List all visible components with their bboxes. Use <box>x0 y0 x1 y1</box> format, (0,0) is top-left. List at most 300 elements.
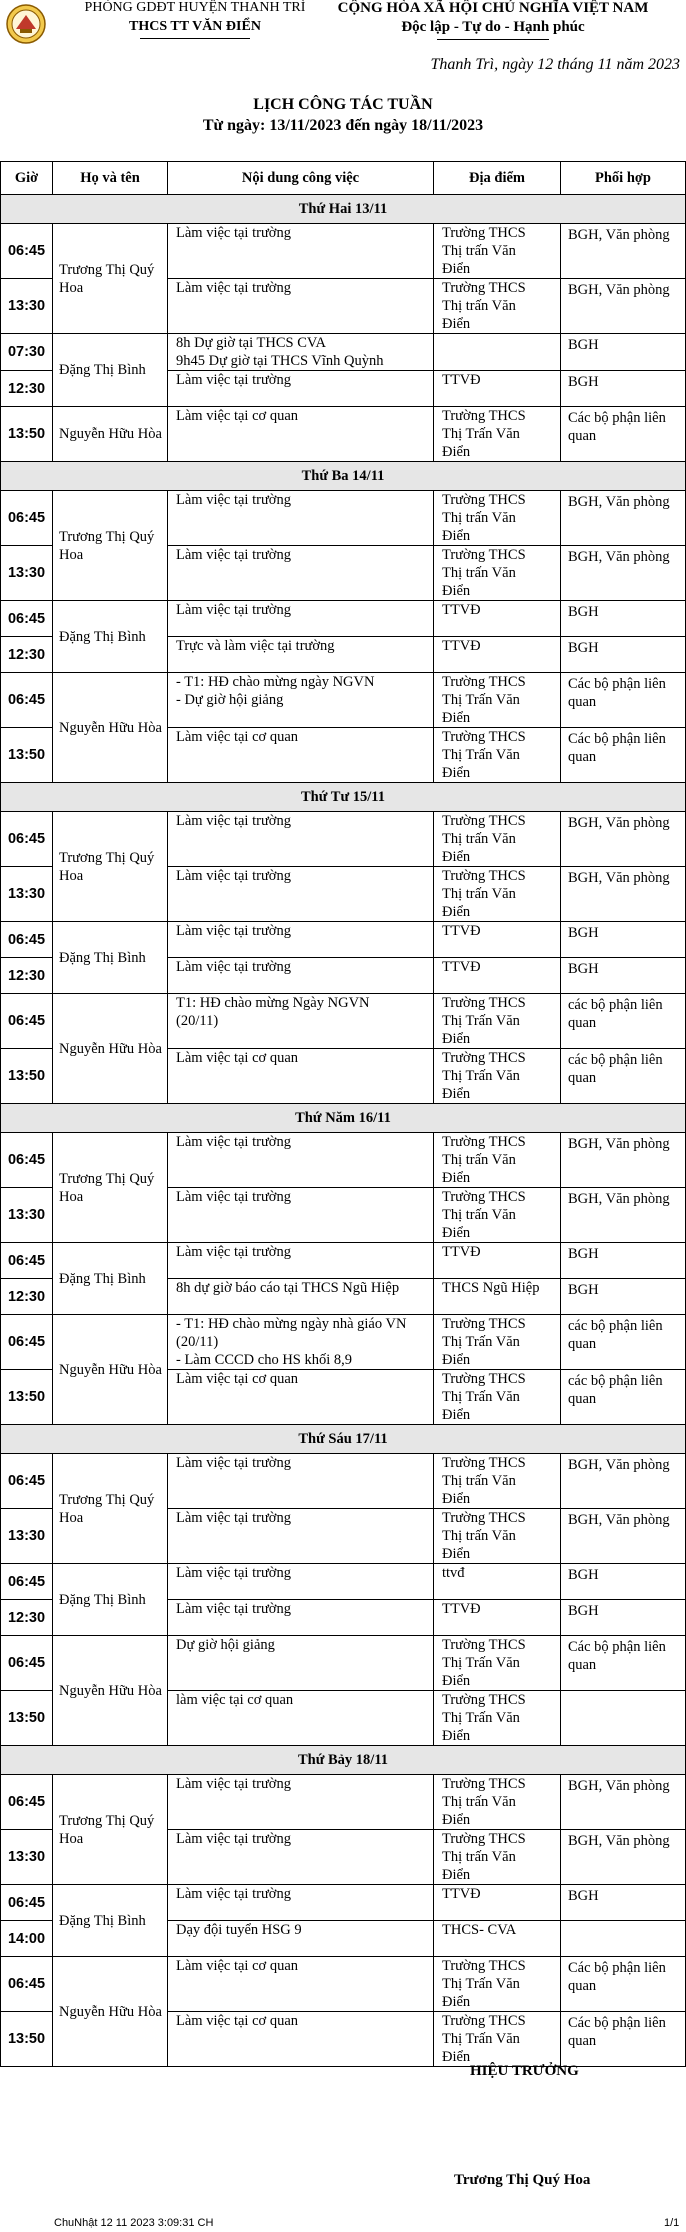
task-content <box>168 407 434 462</box>
table-header-row <box>1 162 686 195</box>
schedule-row <box>1 812 686 867</box>
content-line: Làm việc tại trường <box>176 868 291 884</box>
place-line: Điển <box>442 261 471 277</box>
place-line: THCS- CVA <box>442 1922 517 1938</box>
task-partner <box>561 546 686 601</box>
day-header-row <box>1 195 686 224</box>
day-header-row <box>1 783 686 812</box>
task-place <box>434 637 561 673</box>
place-line: Điển <box>442 904 471 920</box>
task-place <box>434 601 561 637</box>
place-line: Điển <box>442 1673 471 1689</box>
time-cell: 06:45 <box>1 922 53 958</box>
place-line: Thị trấn Văn <box>442 831 516 847</box>
task-place <box>434 2012 561 2067</box>
place-line: Trường THCS <box>442 674 526 690</box>
task-partner <box>561 637 686 673</box>
place-line: Điển <box>442 1546 471 1562</box>
task-content <box>168 922 434 958</box>
task-partner <box>561 1454 686 1509</box>
task-content <box>168 279 434 334</box>
place-line: Thị trấn Văn <box>442 243 516 259</box>
place-line: THCS Ngũ Hiệp <box>442 1280 540 1296</box>
schedule-body <box>1 195 686 2067</box>
task-content <box>168 371 434 407</box>
task-content <box>168 1957 434 2012</box>
place-line: Điển <box>442 765 471 781</box>
task-place <box>434 1315 561 1370</box>
task-place <box>434 867 561 922</box>
person-name: Đặng Thị Bình <box>53 1885 168 1957</box>
task-place <box>434 334 561 371</box>
day-header-row <box>1 1746 686 1775</box>
school-emblem-icon <box>6 4 46 44</box>
content-line: 9h45 Dự giờ tại THCS Vĩnh Quỳnh <box>176 353 384 369</box>
day-header-row <box>1 462 686 491</box>
content-line: Làm việc tại trường <box>176 1886 291 1902</box>
task-partner <box>561 224 686 279</box>
task-place <box>434 1243 561 1279</box>
content-line: Làm việc tại trường <box>176 547 291 563</box>
time-cell: 13:50 <box>1 728 53 783</box>
content-line: Làm việc tại trường <box>176 1565 291 1581</box>
partner-line: BGH, Văn phòng <box>568 815 670 831</box>
motto-underline <box>437 39 549 40</box>
task-content <box>168 334 434 371</box>
place-line: Thị trấn Văn <box>442 565 516 581</box>
task-content <box>168 1370 434 1425</box>
task-content <box>168 1636 434 1691</box>
place-line: Thị trấn Văn <box>442 298 516 314</box>
place-line: Điển <box>442 1170 471 1186</box>
place-line: Trường THCS <box>442 1510 526 1526</box>
person-name: Trương Thị Quý Hoa <box>53 491 168 601</box>
day-header-row <box>1 1104 686 1133</box>
place-line: Điển <box>442 1812 471 1828</box>
time-cell: 06:45 <box>1 1636 53 1691</box>
task-place <box>434 1509 561 1564</box>
task-place <box>434 1370 561 1425</box>
content-line: 8h dự giờ báo cáo tại THCS Ngũ Hiệp <box>176 1280 400 1296</box>
place-line: Trường THCS <box>442 1831 526 1847</box>
task-place <box>434 1885 561 1921</box>
task-partner <box>561 1315 686 1370</box>
task-content <box>168 1315 434 1370</box>
task-content <box>168 812 434 867</box>
national-title: CỘNG HÒA XÃ HỘI CHỦ NGHĨA VIỆT NAM <box>337 0 649 16</box>
partner-line: Các bộ phận liên <box>568 2015 666 2031</box>
task-place <box>434 1830 561 1885</box>
content-line: (20/11) <box>176 1013 219 1029</box>
time-cell: 13:30 <box>1 867 53 922</box>
content-line: Làm việc tại trường <box>176 959 291 975</box>
time-cell: 12:30 <box>1 1600 53 1636</box>
partner-line: BGH <box>568 374 599 390</box>
content-line: Làm việc tại cơ quan <box>176 1050 299 1066</box>
time-cell: 06:45 <box>1 1454 53 1509</box>
time-cell: 12:30 <box>1 1279 53 1315</box>
place-line: Điển <box>442 316 471 332</box>
place-line: Điển <box>442 1728 471 1744</box>
person-name: Nguyễn Hữu Hòa <box>53 673 168 783</box>
task-partner <box>561 812 686 867</box>
partner-line: quan <box>568 694 597 710</box>
task-partner <box>561 922 686 958</box>
document-header <box>0 0 686 160</box>
schedule-row <box>1 1454 686 1509</box>
day-label: Thứ Hai 13/11 <box>1 195 686 224</box>
time-cell: 13:30 <box>1 1509 53 1564</box>
task-partner <box>561 1133 686 1188</box>
time-cell: 13:50 <box>1 1691 53 1746</box>
task-partner <box>561 867 686 922</box>
task-place <box>434 1957 561 2012</box>
schedule-row <box>1 1315 686 1370</box>
org-department: PHÒNG GDĐT HUYỆN THANH TRÌ <box>84 0 306 15</box>
place-line: Trường THCS <box>442 492 526 508</box>
content-line: - Dự giờ hội giảng <box>176 692 284 708</box>
partner-line: quan <box>568 1070 597 1086</box>
content-line: Làm việc tại trường <box>176 923 291 939</box>
partner-line: BGH <box>568 604 599 620</box>
day-label: Thứ Tư 15/11 <box>1 783 686 812</box>
place-line: Thị trấn Văn <box>442 1207 516 1223</box>
task-place <box>434 812 561 867</box>
place-line: Thị Trấn Văn <box>442 1655 520 1671</box>
person-name: Trương Thị Quý Hoa <box>53 1454 168 1564</box>
content-line: Làm việc tại trường <box>176 602 291 618</box>
place-line: Thị Trấn Văn <box>442 2031 520 2047</box>
partner-line: BGH, Văn phòng <box>568 1778 670 1794</box>
day-header-row <box>1 1425 686 1454</box>
task-partner <box>561 1370 686 1425</box>
page-number: 1/1 <box>664 2217 680 2229</box>
task-content <box>168 491 434 546</box>
partner-line: BGH <box>568 1246 599 1262</box>
task-content <box>168 1885 434 1921</box>
task-partner <box>561 1921 686 1957</box>
task-place <box>434 1636 561 1691</box>
place-line: Trường THCS <box>442 547 526 563</box>
time-cell: 06:45 <box>1 1564 53 1600</box>
time-cell: 06:45 <box>1 491 53 546</box>
task-partner <box>561 1188 686 1243</box>
person-name: Trương Thị Quý Hoa <box>53 1775 168 1885</box>
schedule-row <box>1 1636 686 1691</box>
signature-title: HIỆU TRƯỞNG <box>470 2063 579 2079</box>
place-line: Thị Trấn Văn <box>442 1013 520 1029</box>
place-line: Trường THCS <box>442 995 526 1011</box>
content-line: Làm việc tại cơ quan <box>176 1371 299 1387</box>
place-line: TTVĐ <box>442 638 481 654</box>
partner-line: BGH, Văn phòng <box>568 549 670 565</box>
place-line: Thị trấn Văn <box>442 1528 516 1544</box>
task-content <box>168 867 434 922</box>
task-content <box>168 1049 434 1104</box>
place-line: Trường THCS <box>442 729 526 745</box>
content-line: - Làm CCCD cho HS khối 8,9 <box>176 1352 353 1368</box>
time-cell: 06:45 <box>1 1957 53 2012</box>
person-name: Nguyễn Hữu Hòa <box>53 1957 168 2067</box>
time-cell: 06:45 <box>1 1885 53 1921</box>
content-line: Trực và làm việc tại trường <box>176 638 335 654</box>
partner-line: BGH, Văn phòng <box>568 282 670 298</box>
task-partner <box>561 491 686 546</box>
task-content <box>168 1243 434 1279</box>
task-content <box>168 1188 434 1243</box>
person-name: Đặng Thị Bình <box>53 334 168 407</box>
task-content <box>168 1600 434 1636</box>
place-line: Thị trấn Văn <box>442 1794 516 1810</box>
person-name: Nguyễn Hữu Hòa <box>53 994 168 1104</box>
task-place <box>434 1049 561 1104</box>
org-school: THCS TT VĂN ĐIỂN <box>129 19 261 34</box>
task-content <box>168 1454 434 1509</box>
partner-line: BGH, Văn phòng <box>568 1833 670 1849</box>
task-place <box>434 1600 561 1636</box>
schedule-row <box>1 1133 686 1188</box>
task-content <box>168 958 434 994</box>
time-cell: 13:50 <box>1 1370 53 1425</box>
schedule-row <box>1 334 686 371</box>
place-line: Thị Trấn Văn <box>442 1334 520 1350</box>
content-line: - T1: HĐ chào mừng ngày NGVN <box>176 674 375 690</box>
place-line: Trường THCS <box>442 1316 526 1332</box>
schedule-row <box>1 673 686 728</box>
task-place <box>434 728 561 783</box>
time-cell: 06:45 <box>1 812 53 867</box>
schedule-row <box>1 224 686 279</box>
task-partner <box>561 1691 686 1746</box>
place-line: TTVĐ <box>442 1601 481 1617</box>
col-header-content: Nội dung công việc <box>168 162 434 195</box>
content-line: Làm việc tại trường <box>176 1831 291 1847</box>
task-content <box>168 2012 434 2067</box>
document-title: LỊCH CÔNG TÁC TUẦN <box>253 96 433 113</box>
task-place <box>434 994 561 1049</box>
time-cell: 13:30 <box>1 1830 53 1885</box>
content-line: Làm việc tại trường <box>176 1510 291 1526</box>
day-label: Thứ Năm 16/11 <box>1 1104 686 1133</box>
schedule-row <box>1 1957 686 2012</box>
partner-line: BGH, Văn phòng <box>568 1512 670 1528</box>
place-line: Điển <box>442 1491 471 1507</box>
place-line: ttvđ <box>442 1565 465 1581</box>
schedule-row <box>1 1885 686 1921</box>
partner-line: quan <box>568 1657 597 1673</box>
content-line: Làm việc tại cơ quan <box>176 1958 299 1974</box>
content-line: - T1: HĐ chào mừng ngày nhà giáo VN <box>176 1316 407 1332</box>
task-content <box>168 1564 434 1600</box>
task-partner <box>561 601 686 637</box>
place-line: TTVĐ <box>442 602 481 618</box>
place-line: Điển <box>442 583 471 599</box>
partner-line: BGH <box>568 640 599 656</box>
partner-line: quan <box>568 1978 597 1994</box>
person-name: Trương Thị Quý Hoa <box>53 1133 168 1243</box>
place-line: Thị Trấn Văn <box>442 747 520 763</box>
task-place <box>434 673 561 728</box>
time-cell: 13:50 <box>1 2012 53 2067</box>
time-cell: 14:00 <box>1 1921 53 1957</box>
place-line: Thị trấn Văn <box>442 1473 516 1489</box>
task-place <box>434 1921 561 1957</box>
person-name: Đặng Thị Bình <box>53 922 168 994</box>
task-partner <box>561 1243 686 1279</box>
person-name: Đặng Thị Bình <box>53 601 168 673</box>
task-place <box>434 1775 561 1830</box>
place-line: Điển <box>442 1031 471 1047</box>
place-line: Điển <box>442 1407 471 1423</box>
task-partner <box>561 1564 686 1600</box>
place-line: Điển <box>442 1086 471 1102</box>
place-line: Thị Trấn Văn <box>442 692 520 708</box>
schedule-row <box>1 922 686 958</box>
partner-line: các bộ phận liên <box>568 1373 663 1389</box>
task-partner <box>561 371 686 407</box>
task-partner <box>561 958 686 994</box>
time-cell: 12:30 <box>1 958 53 994</box>
content-line: Làm việc tại trường <box>176 1601 291 1617</box>
place-line: Thị Trấn Văn <box>442 1068 520 1084</box>
task-content <box>168 673 434 728</box>
place-line: Trường THCS <box>442 868 526 884</box>
time-cell: 06:45 <box>1 673 53 728</box>
content-line: làm việc tại cơ quan <box>176 1692 294 1708</box>
task-partner <box>561 1600 686 1636</box>
task-place <box>434 1691 561 1746</box>
time-cell: 06:45 <box>1 1243 53 1279</box>
place-line: Trường THCS <box>442 1958 526 1974</box>
place-line: Thị trấn Văn <box>442 1849 516 1865</box>
schedule-row <box>1 491 686 546</box>
task-content <box>168 1133 434 1188</box>
place-line: TTVĐ <box>442 1244 481 1260</box>
content-line: Làm việc tại trường <box>176 813 291 829</box>
place-line: Điển <box>442 710 471 726</box>
person-name: Trương Thị Quý Hoa <box>53 224 168 334</box>
content-line: Làm việc tại trường <box>176 492 291 508</box>
partner-line: BGH, Văn phòng <box>568 870 670 886</box>
person-name: Nguyễn Hữu Hòa <box>53 1636 168 1746</box>
person-name: Nguyễn Hữu Hòa <box>53 1315 168 1425</box>
schedule-row <box>1 601 686 637</box>
task-place <box>434 1133 561 1188</box>
place-line: Trường THCS <box>442 1050 526 1066</box>
task-place <box>434 922 561 958</box>
place-line: Trường THCS <box>442 2013 526 2029</box>
partner-line: BGH <box>568 925 599 941</box>
task-place <box>434 1279 561 1315</box>
schedule-row <box>1 994 686 1049</box>
place-line: Trường THCS <box>442 1637 526 1653</box>
task-partner <box>561 1830 686 1885</box>
time-cell: 06:45 <box>1 224 53 279</box>
time-cell: 06:45 <box>1 1133 53 1188</box>
partner-line: quan <box>568 428 597 444</box>
time-cell: 13:50 <box>1 1049 53 1104</box>
task-content <box>168 1921 434 1957</box>
content-line: Làm việc tại trường <box>176 280 291 296</box>
org-underline <box>140 38 250 39</box>
schedule-row <box>1 407 686 462</box>
place-line: Điển <box>442 1994 471 2010</box>
task-content <box>168 1691 434 1746</box>
place-line: Trường THCS <box>442 280 526 296</box>
partner-line: Các bộ phận liên <box>568 410 666 426</box>
place-line: Điển <box>442 1225 471 1241</box>
place-line: Điển <box>442 528 471 544</box>
print-timestamp: ChuNhật 12 11 2023 3:09:31 CH <box>54 2217 214 2229</box>
content-line: Làm việc tại trường <box>176 372 291 388</box>
task-partner <box>561 1049 686 1104</box>
content-line: Làm việc tại trường <box>176 1134 291 1150</box>
content-line: Làm việc tại cơ quan <box>176 408 299 424</box>
time-cell: 12:30 <box>1 637 53 673</box>
place-line: Thị Trấn Văn <box>442 426 520 442</box>
col-header-name: Họ và tên <box>53 162 168 195</box>
task-content <box>168 1830 434 1885</box>
place-line: Điển <box>442 1867 471 1883</box>
partner-line: BGH <box>568 1888 599 1904</box>
col-header-time: Giờ <box>1 162 53 195</box>
task-partner <box>561 1885 686 1921</box>
task-partner <box>561 673 686 728</box>
content-line: T1: HĐ chào mừng Ngày NGVN <box>176 995 370 1011</box>
partner-line: BGH, Văn phòng <box>568 227 670 243</box>
time-cell: 06:45 <box>1 1775 53 1830</box>
place-date: Thanh Trì, ngày 12 tháng 11 năm 2023 <box>430 56 680 73</box>
place-line: Thị trấn Văn <box>442 1152 516 1168</box>
task-content <box>168 637 434 673</box>
schedule-table <box>0 161 686 2067</box>
task-partner <box>561 1509 686 1564</box>
place-line: Thị trấn Văn <box>442 886 516 902</box>
time-cell: 12:30 <box>1 371 53 407</box>
schedule-row <box>1 1243 686 1279</box>
content-line: Dự giờ hội giảng <box>176 1637 275 1653</box>
task-partner <box>561 334 686 371</box>
person-name: Nguyễn Hữu Hòa <box>53 407 168 462</box>
partner-line: các bộ phận liên <box>568 1052 663 1068</box>
place-line: Thị Trấn Văn <box>442 1976 520 1992</box>
person-name: Đặng Thị Bình <box>53 1243 168 1315</box>
person-name: Đặng Thị Bình <box>53 1564 168 1636</box>
task-partner <box>561 994 686 1049</box>
day-label: Thứ Bảy 18/11 <box>1 1746 686 1775</box>
task-content <box>168 601 434 637</box>
task-content <box>168 546 434 601</box>
partner-line: các bộ phận liên <box>568 997 663 1013</box>
place-line: Trường THCS <box>442 408 526 424</box>
time-cell: 06:45 <box>1 1315 53 1370</box>
partner-line: Các bộ phận liên <box>568 1960 666 1976</box>
task-place <box>434 958 561 994</box>
partner-line: Các bộ phận liên <box>568 1639 666 1655</box>
task-content <box>168 1279 434 1315</box>
schedule-row <box>1 1775 686 1830</box>
place-line: TTVĐ <box>442 372 481 388</box>
content-line: Làm việc tại trường <box>176 225 291 241</box>
time-cell: 06:45 <box>1 601 53 637</box>
task-place <box>434 546 561 601</box>
person-name: Trương Thị Quý Hoa <box>53 812 168 922</box>
content-line: 8h Dự giờ tại THCS CVA <box>176 335 326 351</box>
partner-line: quan <box>568 1336 597 1352</box>
place-line: Trường THCS <box>442 1692 526 1708</box>
task-place <box>434 224 561 279</box>
partner-line: BGH <box>568 1603 599 1619</box>
